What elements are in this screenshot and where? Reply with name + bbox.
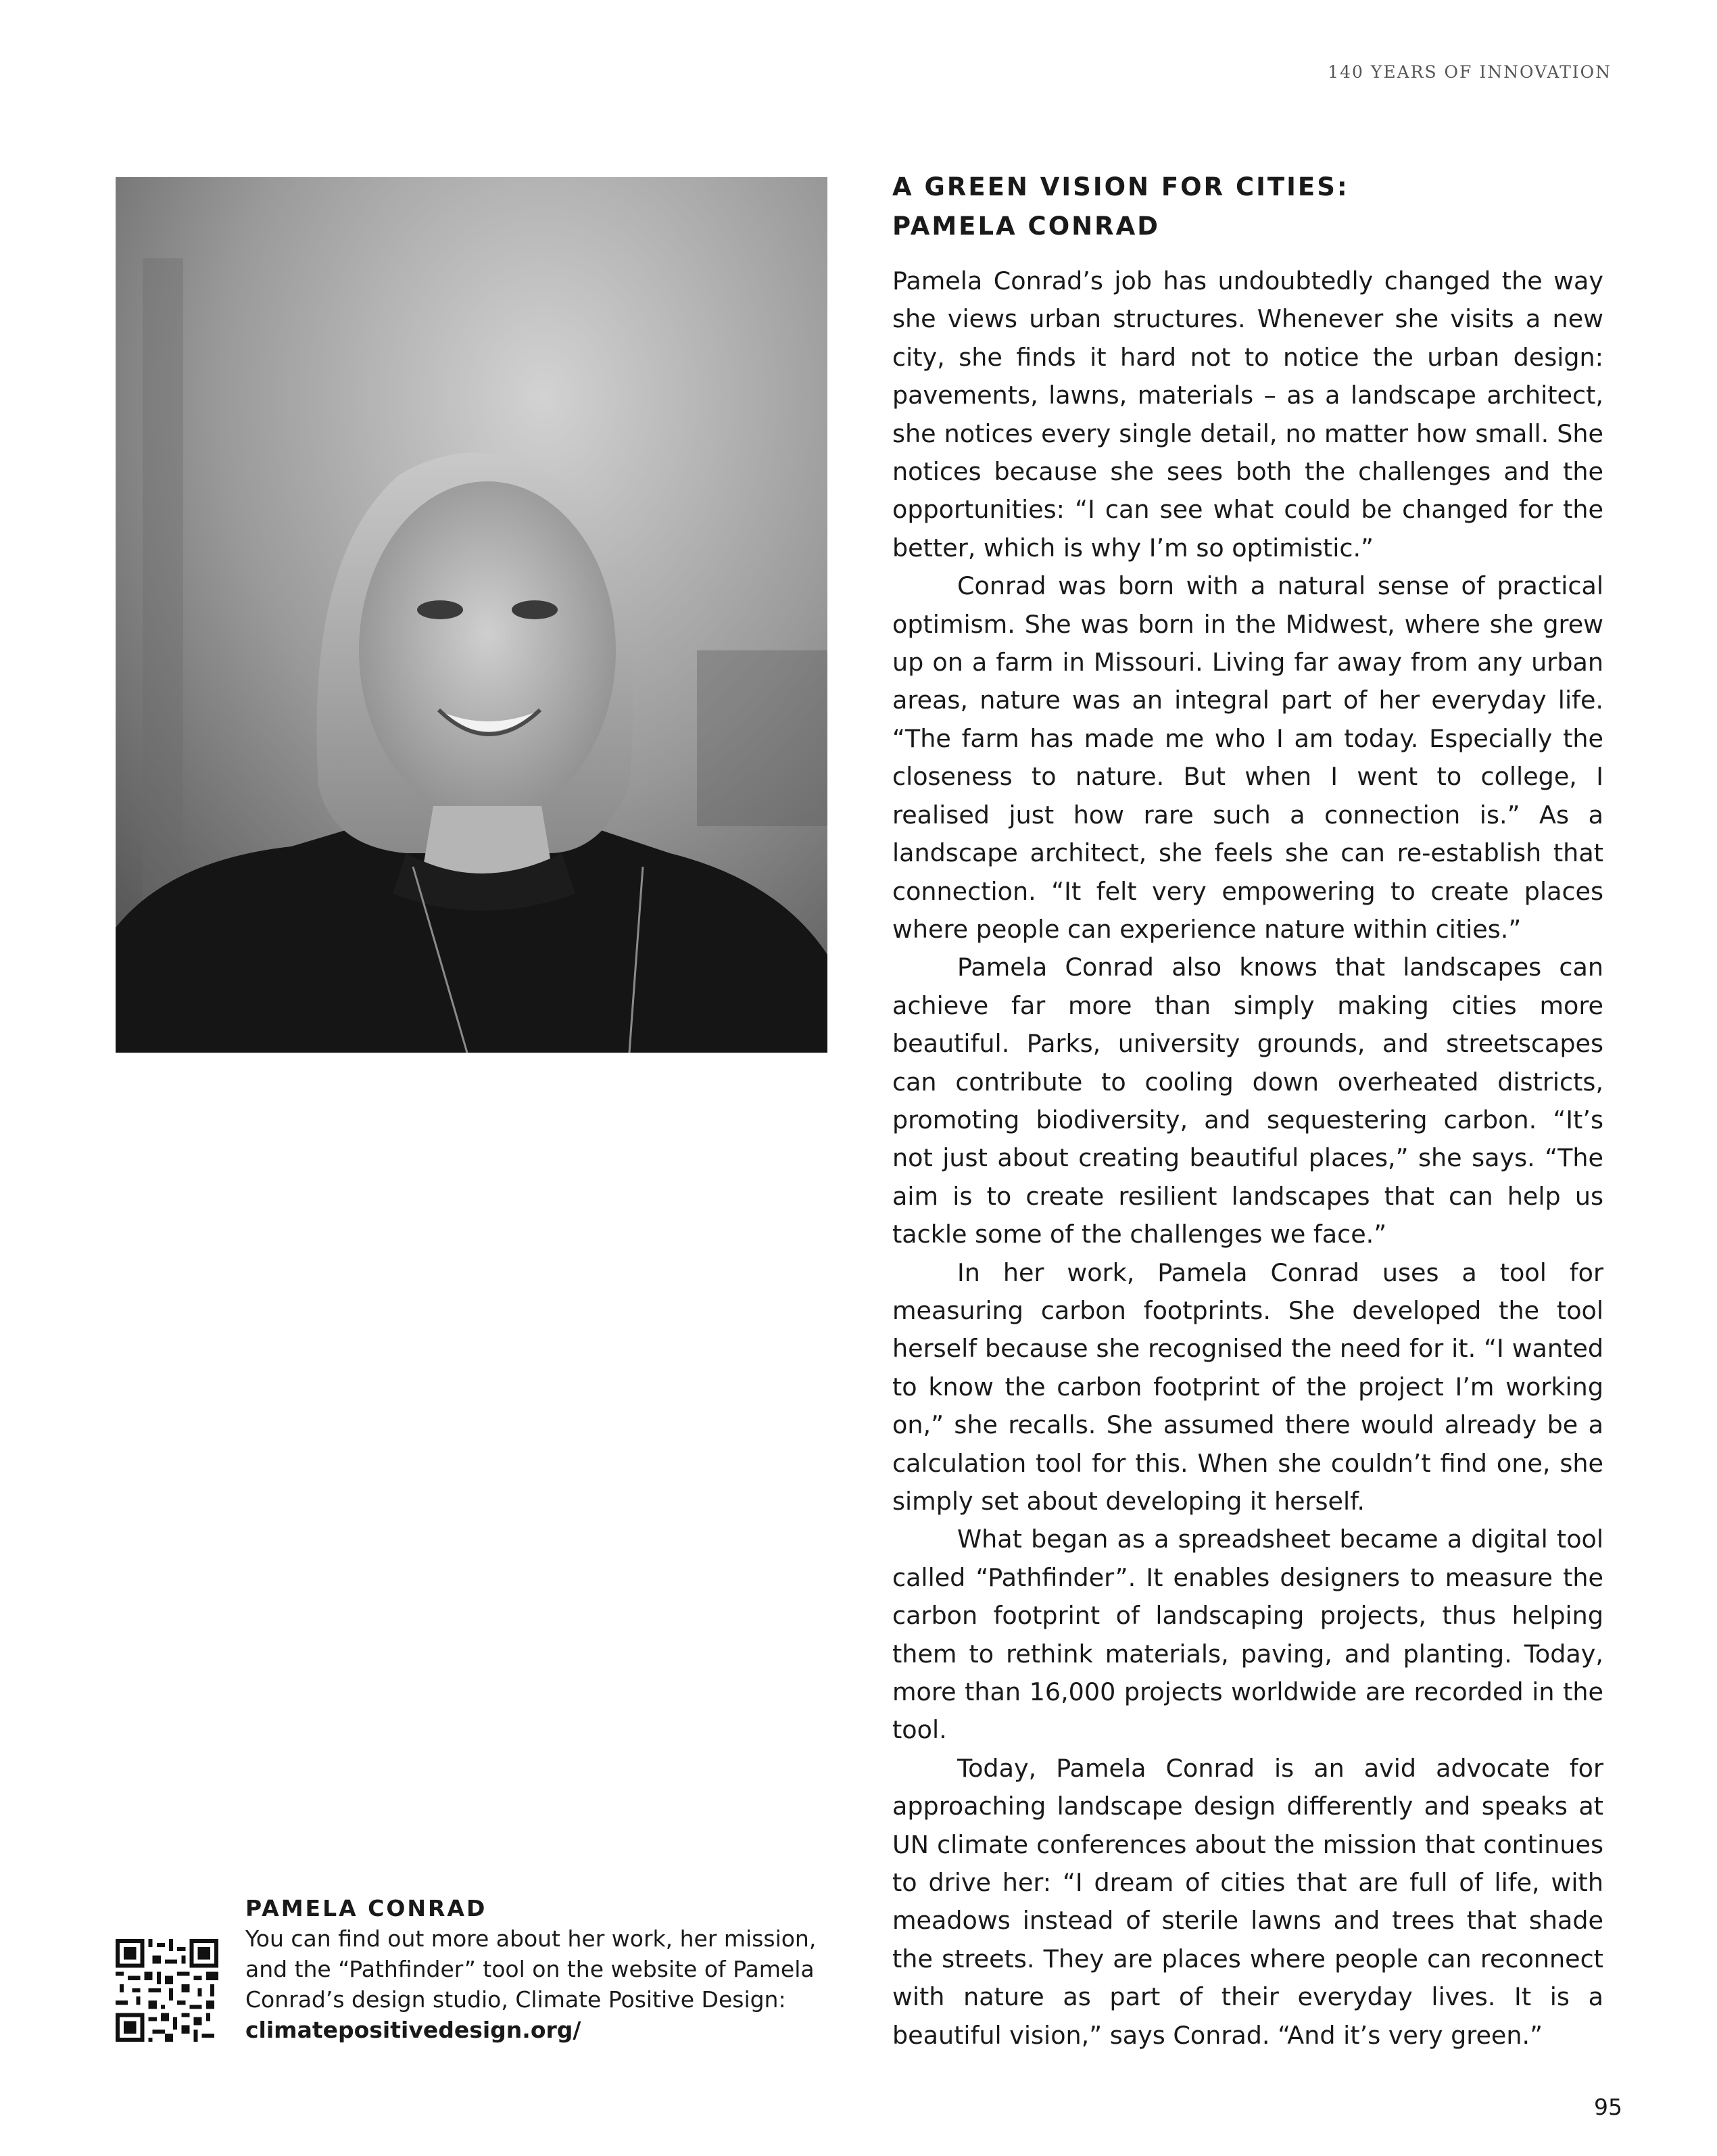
article-body (892, 262, 1603, 2055)
portrait-photo (116, 177, 827, 1053)
article-paragraph: Today, Pamela Conrad is an avid advocate for approaching landscape design differently and speaks at UN climate conferences about the mission that continues to drive her: “I dream of cities that are full of life, with meadows instead of sterile lawns and trees that shade the streets. They are places where people can reconnect with nature as part of their everyday lives. It is a beautiful vision,” says Conrad. “And it’s very green.” (892, 1753, 1603, 2050)
page-number: 95 (1594, 2094, 1622, 2120)
qr-code[interactable] (116, 1939, 218, 2042)
article-headline (892, 168, 1609, 246)
article-paragraph: Conrad was born with a natural sense of practical optimism. She was born in the Midwest, where she grew up on a farm in Missouri. Living far away from any urban areas, nature was an integral part of her everyday life. “The farm has made me who I am today. Especially the closeness to nature. But when I went to college, I realised just how rare such a connection is.” As a landscape architect, she feels she can re-establish that connection. “It felt very empowering to create places where people can experience nature within cities.” (892, 571, 1603, 944)
article-paragraph: Pamela Conrad also knows that landscapes can achieve far more than simply making cities more beautiful. Parks, university grounds, and streetscapes can contribute to cooling down overheated districts, promoting biodiversity, and sequestering carbon. “It’s not just about creating beautiful places,” she says. “The aim is to create resilient landscapes that can help us tackle some of the challenges we face.” (892, 953, 1603, 1249)
photo-caption (245, 1893, 840, 2045)
headline-line-2: PAMELA CONRAD (892, 212, 1160, 241)
running-header: 140 YEARS OF INNOVATION (1328, 62, 1612, 82)
article-paragraph: In her work, Pamela Conrad uses a tool for measuring carbon footprints. She developed the tool herself because she recognised the need for it. “I wanted to know the carbon footprint of the project I’m working on,” she recalls. She assumed there would already be a calculation tool for this. When she couldn’t find one, she simply set about developing it herself. (892, 1257, 1603, 1516)
caption-text: You can find out more about her work, her mission, and the “Pathfinder” tool on the website of Pamela Conrad’s design studio, Climate Positive Design: (245, 1925, 817, 2013)
article-paragraph: What began as a spreadsheet became a digital tool called “Pathfinder”. It enables designers to measure the carbon footprint of landscaping projects, thus helping them to rethink materials, paving, and planting. Today, more than 16,000 projects worldwide are recorded in the tool. (892, 1525, 1603, 1745)
headline-line-1: A GREEN VISION FOR CITIES: (892, 172, 1349, 201)
caption-name: PAMELA CONRAD (245, 1895, 487, 1921)
caption-url-link[interactable]: climatepositivedesign.org/ (245, 2017, 581, 2043)
article-paragraph: Pamela Conrad’s job has undoubtedly changed the way she views urban structures. Whenever she visits a new city, she finds it hard not to notice the urban design: pavements, lawns, materials – as a landscape architect, she notices every single detail, no matter how small. She notices because she sees both the challenges and the opportunities: “I can see what could be changed for the better, which is why I’m so optimistic.” (892, 266, 1603, 562)
